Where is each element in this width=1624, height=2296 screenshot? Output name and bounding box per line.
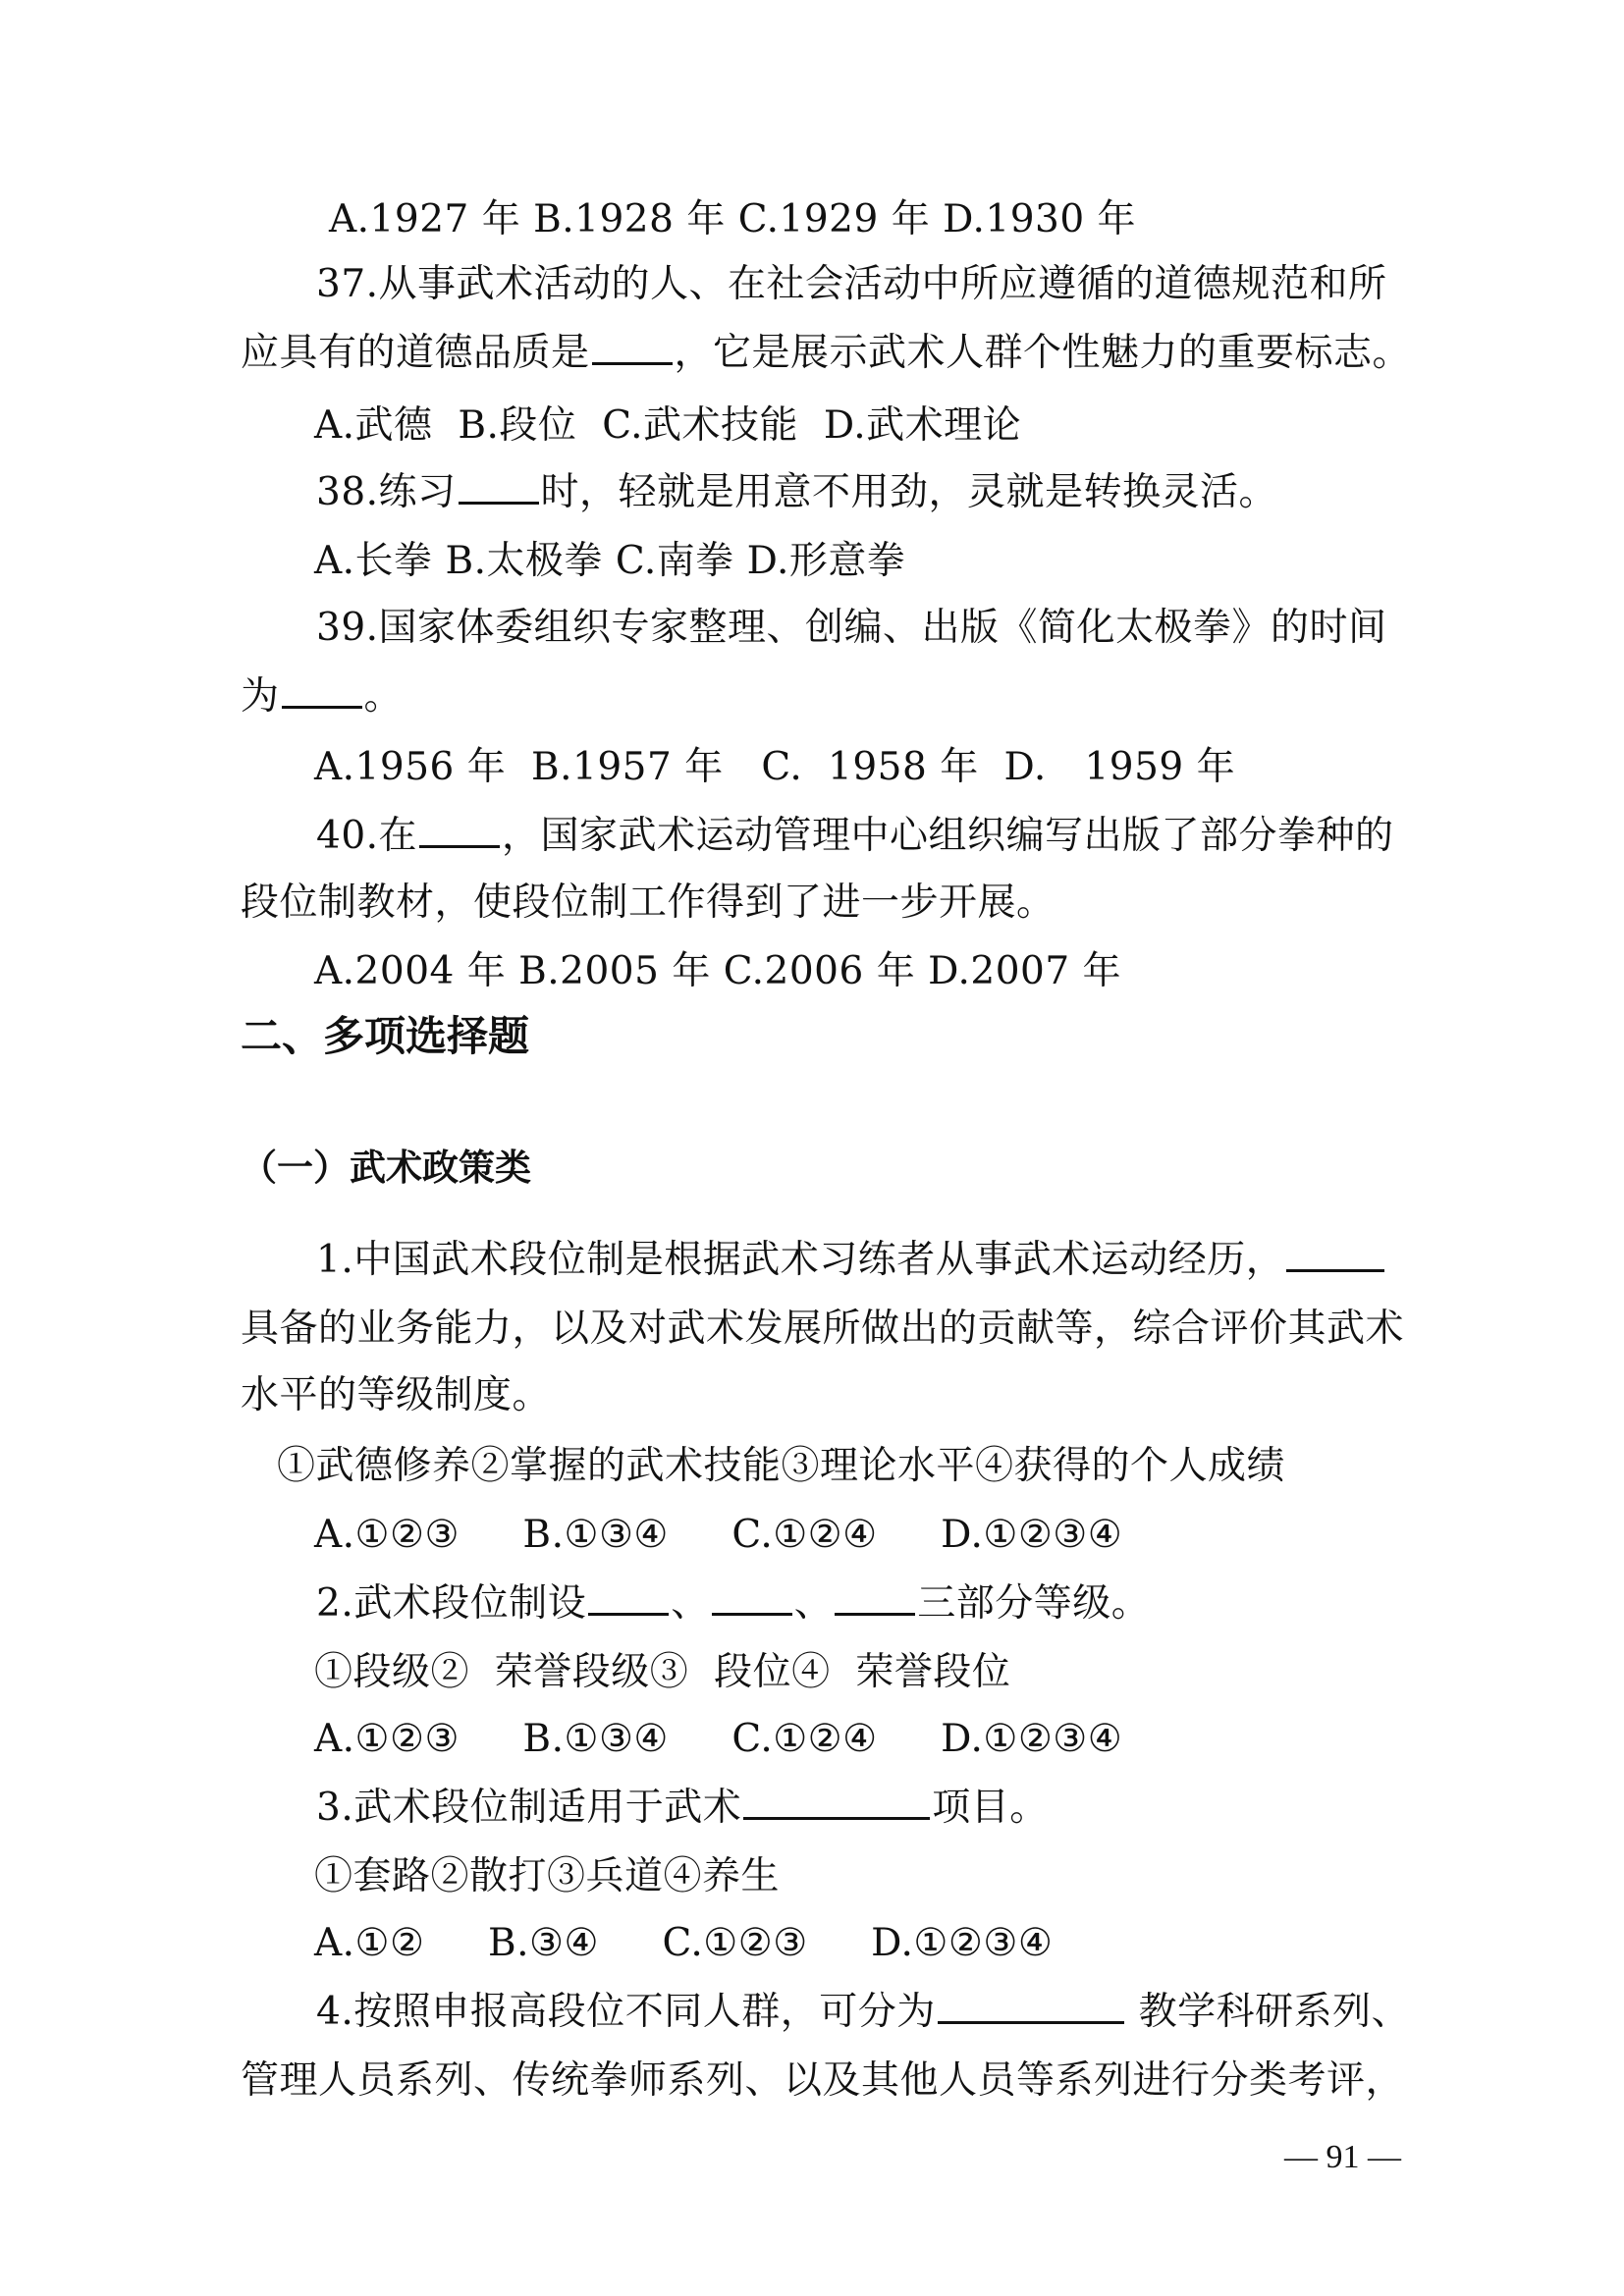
m1-line1-pre: 1.中国武术段位制是根据武术习练者从事武术运动经历， (316, 1238, 1285, 1282)
m3-choices: ①套路②散打③兵道④养生 (314, 1854, 781, 1898)
q40-options: A.2004 年 B.2005 年 C.2006 年 D.2007 年 (314, 949, 1122, 993)
m1-line1 (316, 1235, 1386, 1286)
answer-blank (459, 468, 539, 505)
q36-options: A.1927 年 B.1928 年 C.1929 年 D.1930 年 (329, 197, 1137, 241)
m1-options: A.①②③ B.①③④ C.①②④ D.①②③④ (314, 1513, 1123, 1557)
q39-options: A.1956 年 B.1957 年 C. 1958 年 D. 1959 年 (314, 745, 1236, 789)
q38-stem (316, 467, 1277, 518)
q39-line2-pre: 为 (241, 674, 280, 719)
q39-line1: 39.国家体委组织专家整理、创编、出版《简化太极拳》的时间 (316, 606, 1387, 650)
q40-line2: 段位制教材，使段位制工作得到了进一步开展。 (241, 881, 1056, 925)
q37-line2-pre: 应具有的道德品质是 (241, 331, 590, 375)
q37-line2-post: ，它是展示武术人群个性魅力的重要标志。 (674, 331, 1412, 375)
answer-blank (419, 812, 500, 848)
answer-blank (938, 1988, 1124, 2024)
answer-blank (743, 1784, 930, 1820)
m3-stem (316, 1783, 1049, 1834)
q37-options: A.武德 B.段位 C.武术技能 D.武术理论 (314, 403, 1022, 448)
page-number: — 91 — (1284, 2139, 1401, 2175)
m1-choices: ①武德修养②掌握的武术技能③理论水平④获得的个人成绩 (277, 1444, 1286, 1488)
m4-line1-post: 教学科研系列、 (1125, 1990, 1411, 2034)
answer-blank (588, 1579, 669, 1616)
m2-options: A.①②③ B.①③④ C.①②④ D.①②③④ (314, 1717, 1123, 1761)
q40-line1-post: ，国家武术运动管理中心组织编写出版了部分拳种的 (502, 814, 1394, 858)
m2-sep2: 、 (793, 1581, 834, 1626)
m1-line2: 具备的业务能力，以及对武术发展所做出的贡献等，综合评价其武术 (241, 1307, 1405, 1351)
answer-blank (592, 329, 673, 365)
q38-post: 时，轻就是用意不用劲，灵就是转换灵活。 (540, 470, 1278, 514)
q40-line1 (316, 811, 1394, 862)
m2-choices: ①段级② 荣誉段级③ 段位④ 荣誉段位 (314, 1650, 1011, 1694)
answer-blank (1286, 1236, 1384, 1272)
answer-blank (835, 1579, 915, 1616)
m1-line3: 水平的等级制度。 (241, 1373, 552, 1417)
subsection-heading: （一）武术政策类 (241, 1147, 531, 1189)
m3-post: 项目。 (932, 1786, 1049, 1830)
q38-options: A.长拳 B.太极拳 C.南拳 D.形意拳 (314, 539, 906, 583)
m4-line1 (316, 1987, 1410, 2038)
q37-line1: 37.从事武术活动的人、在社会活动中所应遵循的道德规范和所 (316, 262, 1387, 306)
q40-line1-pre: 40.在 (316, 814, 418, 858)
section-heading: 二、多项选择题 (241, 1012, 530, 1060)
q39-line2-post: 。 (363, 674, 404, 719)
m3-options: A.①② B.③④ C.①②③ D.①②③④ (314, 1921, 1054, 1965)
m4-line2: 管理人员系列、传统拳师系列、以及其他人员等系列进行分类考评， (241, 2058, 1405, 2103)
m2-pre: 2.武术段位制设 (316, 1581, 587, 1626)
answer-blank (712, 1579, 792, 1616)
m3-pre: 3.武术段位制适用于武术 (316, 1786, 742, 1830)
q38-pre: 38.练习 (316, 470, 457, 514)
answer-blank (282, 672, 362, 709)
m2-sep1: 、 (671, 1581, 710, 1626)
m4-line1-pre: 4.按照申报高段位不同人群，可分为 (316, 1990, 936, 2034)
m2-stem (316, 1578, 1150, 1629)
q37-line2 (241, 328, 1411, 379)
m2-post: 三部分等级。 (917, 1581, 1151, 1626)
q39-line2 (241, 671, 403, 722)
